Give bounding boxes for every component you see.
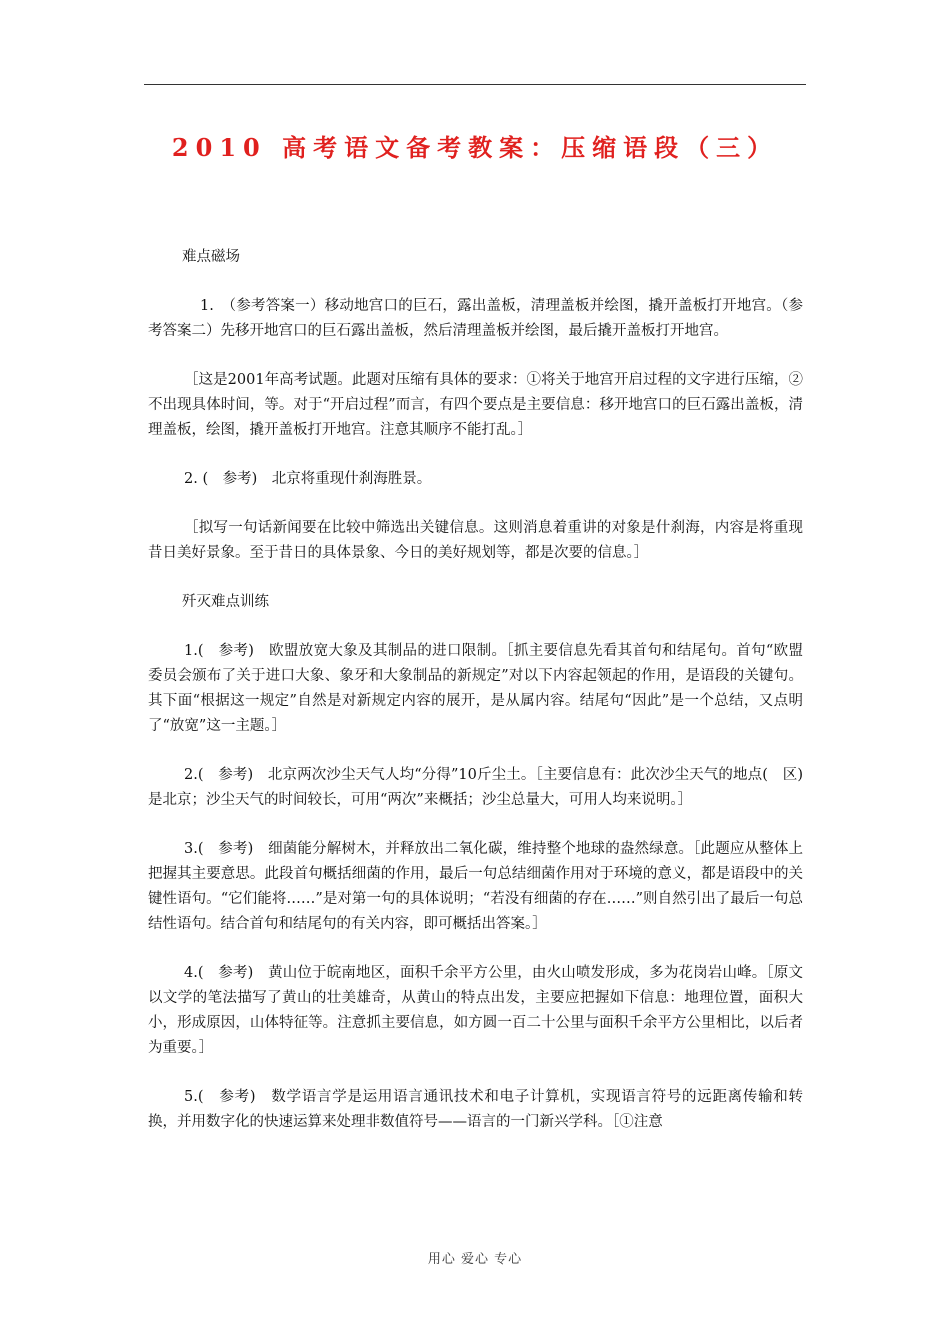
section-heading-training: 歼灭难点训练 (182, 594, 269, 610)
document-body (148, 245, 818, 1159)
training-answer-2: 2.( 参考) 北京两次沙尘天气人均“分得”10斤尘土。［主要信息有：此次沙尘天气的地点( 区) 是北京；沙尘天气的时间较长，可用“两次”来概括；沙尘总量大，可用人均来说明。］ (148, 767, 818, 808)
answer-1-note: ［这是2001年高考试题。此题对压缩有具体的要求：①将关于地宫开启过程的文字进行压缩，②不出现具体时间，等。对于“开启过程”而言，有四个要点是主要信息：移开地宫口的巨石露出盖板，清理盖板，绘图，撬开盖板打开地宫。注意其顺序不能打乱。］ (148, 372, 803, 438)
answer-1: 1. （参考答案一）移动地宫口的巨石，露出盖板，清理盖板并绘图，撬开盖板打开地宫。（参考答案二）先移开地宫口的巨石露出盖板，然后清理盖板并绘图，最后撬开盖板打开地宫。 (148, 298, 803, 339)
training-answer-3: 3.( 参考) 细菌能分解树木，并释放出二氧化碳，维持整个地球的盎然绿意。［此题应从整体上把握其主要意思。此段首句概括细菌的作用，最后一句总结细菌作用对于环境的意义，都是语段中的关键性语句。“它们能将……”是对第一句的具体说明；“若没有细菌的存在……”则自然引出了最后一句总结性语句。结合首句和结尾句的有关内容，即可概括出答案。］ (148, 841, 803, 932)
document-title: 2010 高考语文备考教案：压缩语段（三） (171, 133, 779, 162)
answer-2: 2. ( 参考) 北京将重现什刹海胜景。 (184, 471, 432, 487)
header-rule (144, 84, 806, 85)
answer-2-note: ［拟写一句话新闻要在比较中筛选出关键信息。这则消息着重讲的对象是什刹海，内容是将重现昔日美好景象。至于昔日的具体景象、今日的美好规划等，都是次要的信息。］ (148, 520, 803, 561)
training-answer-4: 4.( 参考) 黄山位于皖南地区，面积千余平方公里，由火山喷发形成，多为花岗岩山峰。［原文以文学的笔法描写了黄山的壮美雄奇，从黄山的特点出发，主要应把握如下信息：地理位置，面积大小，形成原因，山体特征等。注意抓主要信息，如方圆一百二十公里与面积千余平方公里相比，以后者为重要。］ (148, 965, 803, 1056)
training-answer-5: 5.( 参考) 数学语言学是运用语言通讯技术和电子计算机，实现语言符号的远距离传输和转换，并用数字化的快速运算来处理非数值符号——语言的一门新兴学科。［①注意 (148, 1089, 803, 1130)
section-heading-difficulty: 难点磁场 (182, 249, 240, 265)
training-answer-1: 1.( 参考) 欧盟放宽大象及其制品的进口限制。［抓主要信息先看其首句和结尾句。首句“欧盟委员会颁布了关于进口大象、象牙和大象制品的新规定”对以下内容起领起的作用，是语段的关键句。其下面“根据这一规定”自然是对新规定内容的展开，是从属内容。结尾句“因此”是一个总结，又点明了“放宽”这一主题。］ (148, 643, 803, 734)
page-footer: 用心 爱心 专心 (427, 1252, 523, 1267)
